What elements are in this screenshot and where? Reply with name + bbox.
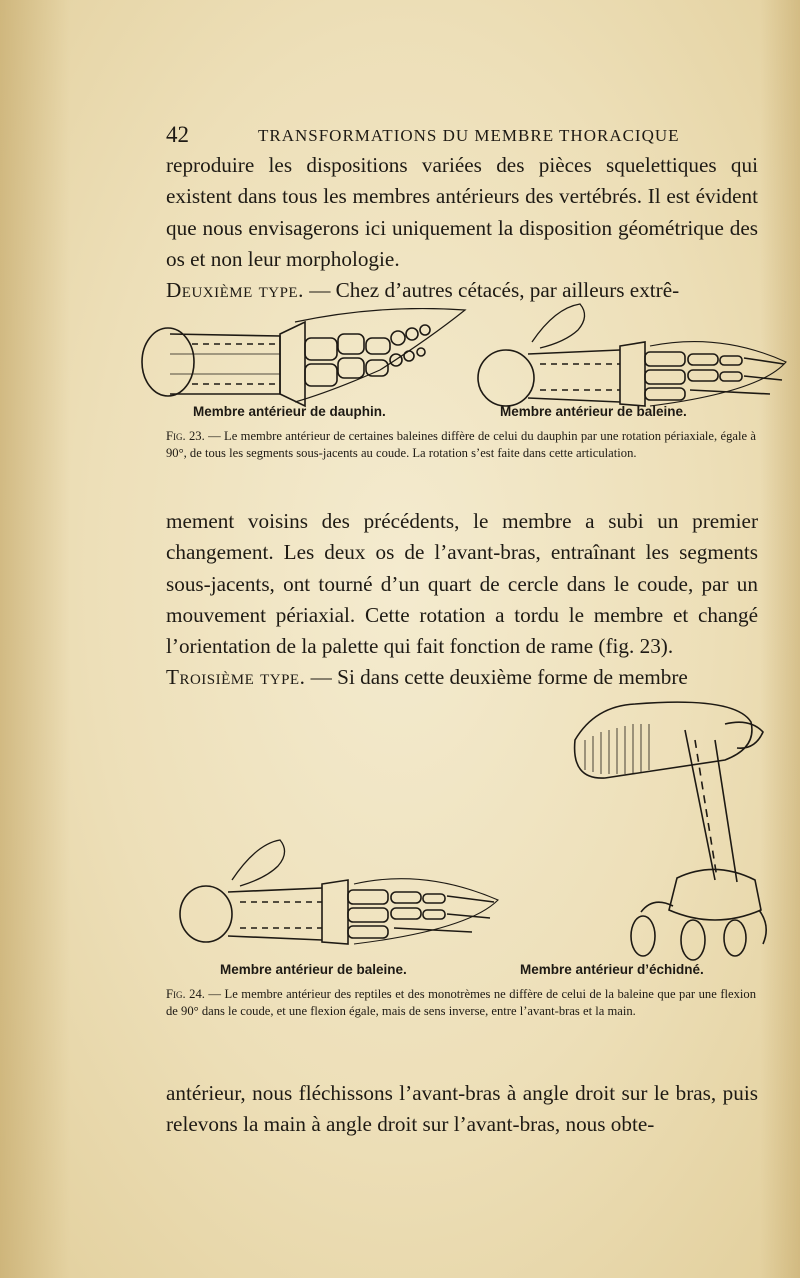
fig23-caption xyxy=(166,428,756,462)
paragraph-3 xyxy=(166,1078,758,1141)
section-label-troisieme-type: Troisième type. xyxy=(166,665,306,690)
echidna-forelimb-illustration xyxy=(565,700,770,962)
page-number: 42 xyxy=(166,122,189,147)
fig24-caption-text: — Le membre antérieur des reptiles et des monotrèmes ne diffère de celui de la baleine que par une flexion de 90° dans le coude, et une flexion égale, mais de sens inverse, entre l’avant-bras et la main. xyxy=(166,987,756,1018)
running-head: TRANSFORMATIONS DU MEMBRE THORACIQUE xyxy=(258,126,680,145)
paragraph-2 xyxy=(166,506,758,694)
page-edge-shadow-left xyxy=(0,0,70,1278)
page-edge-shadow-right xyxy=(760,0,800,1278)
fig24-caption xyxy=(166,986,756,1020)
fig23-caption-number: Fig. 23. xyxy=(166,429,205,443)
page-header xyxy=(166,122,756,152)
fig24-caption-number: Fig. 24. xyxy=(166,987,205,1001)
fig23-caption-text: — Le membre antérieur de certaines baleines diffère de celui du dauphin par une rotation périaxiale, égale à 90°, de tous les segments sous-jacents au coude. La rotation s’est faite dans cette articulation. xyxy=(166,429,756,460)
paragraph-1-text: reproduire les dispositions variées des pièces squelettiques qui existent dans tous les membres antérieurs des vertébrés. Il est évident que nous envisagerons ici uniquement la disposition géométrique des os et non leur morphologie. xyxy=(166,153,758,271)
whale-forelimb-illustration-fig24 xyxy=(172,838,502,946)
fig23-label-whale: Membre antérieur de baleine. xyxy=(500,404,687,419)
fig23-label-dolphin: Membre antérieur de dauphin. xyxy=(193,404,386,419)
paragraph-2-continuation: — Si dans cette deuxième forme de membre xyxy=(305,665,688,690)
dolphin-forelimb-illustration xyxy=(130,308,470,408)
paragraph-1-continuation: — Chez d’autres cétacés, par ailleurs extrê- xyxy=(303,278,680,303)
section-label-deuxieme-type: Deuxième type. xyxy=(166,278,304,303)
paragraph-1 xyxy=(166,150,758,306)
paragraph-3-text: antérieur, nous fléchissons l’avant-bras à angle droit sur le bras, puis relevons la main à angle droit sur l’avant-bras, nous obte- xyxy=(166,1081,758,1137)
fig24-label-whale: Membre antérieur de baleine. xyxy=(220,962,407,977)
fig24-label-echidna: Membre antérieur d’échidné. xyxy=(520,962,704,977)
paragraph-2-text: mement voisins des précédents, le membre a subi un premier changement. Les deux os de l’avant-bras, entraînant les segments sous-jacents, ont tourné d’un quart de cercle dans le coude, par un mouvement périaxial. Cette rotation a tordu le membre et changé l’orientation de la palette qui fait fonction de rame (fig. 23). xyxy=(166,509,758,659)
whale-forelimb-illustration-fig23 xyxy=(470,302,788,408)
